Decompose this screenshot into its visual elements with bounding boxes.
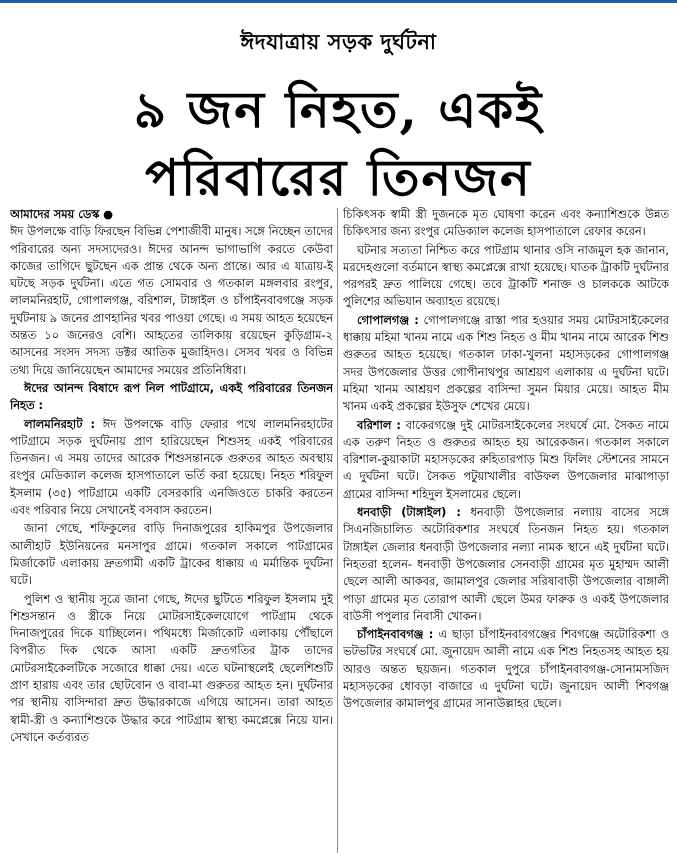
place-dhanbari: ধনবাড়ী (টাঙ্গাইল) : — [357, 505, 461, 520]
paragraph-dhanbari — [343, 504, 669, 625]
paragraph-barishal — [343, 417, 669, 503]
paragraph-text: গোপালগঞ্জে রাস্তা পার হওয়ার সময় মোটরসাইকেলের ধাক্কায় মহিমা খানম নামে এক শিশু নিহত ও মীম খানম নামে আরেক শিশু গুরুতর আহত হয়েছে। গতকাল ঢাকা-খুলনা মহাসড়কের গোপালগঞ্জ সদর উপজেলার উত্তর গোপীনাথপুর আশ্রয়ণ এলাকায় এ দুর্ঘটনা ঘটে। মহিমা খানম আশ্রয়ণ প্রকল্পের বাসিন্দা সুমন মিয়ার মেয়ে। আহত মীম খানম একই প্রকল্পের ইউসুফ শেখের মেয়ে। — [343, 312, 669, 414]
paragraph-lalmonirhat — [10, 416, 333, 520]
byline: আমাদের সময় ডেস্ক — [10, 207, 100, 221]
right-column — [343, 206, 669, 856]
place-chapainawabganj: চাঁপাইনবাবগঞ্জ : — [357, 627, 434, 642]
headline-line-1: ৯ জন নিহত, একই — [133, 80, 544, 139]
top-rule — [0, 0, 677, 3]
paragraph-chapainawabganj — [343, 626, 669, 712]
left-column — [10, 206, 333, 856]
place-barishal: বরিশাল : — [357, 417, 401, 432]
bullet-icon: ● — [103, 207, 114, 221]
paragraph-text: বাকেরগঞ্জে দুই মোটরসাইকেলের সংঘর্ষে মো. সৈকত নামে এক তরুণ নিহত ও গুরুতর আহত হয় আরেকজন। গতকাল সকালে বরিশাল-কুয়াকাটা মহাসড়কের রুহিতারপাড় মিশু ফিলিং স্টেশনের সামনে এ দুর্ঘটনা ঘটে। সৈকত পটুয়াখালীর বাউফল উপজেলার মাঝাপাড়া গ্রামের বাসিন্দা শহিদুল ইসলামের ছেলে। — [343, 417, 669, 501]
paragraph-gopalganj — [343, 312, 669, 416]
paragraph-text: এ ছাড়া চাঁপাইনবাবগঞ্জের শিবগঞ্জে অটোরিকশা ও ভটভটির সংঘর্ষে মো. জুনায়েদ আলী নামে এক শিশু নিহতসহ আহত হয় আরও অন্তত ছয়জন। গতকাল দুপুরে চাঁপাইনবাবগঞ্জ-সোনামসজিদ মহাসড়কের ধোবড়া বাজারে এ দুর্ঘটনা ঘটে। জুনায়েদ আলী শিবগঞ্জ উপজেলার কামালপুর গ্রামের সানাউল্লাহর ছেলে। — [343, 627, 669, 711]
place-lalmonirhat: লালমনিরহাট : — [24, 416, 96, 431]
paragraph-continued: চিকিৎসক স্বামী স্ত্রী দুজনকে মৃত ঘোষণা করেন এবং কন্যাশিশুকে উন্নত চিকিৎসার জন্য রংপুর মেডিক্যাল কলেজ হাসপাতালে রেফার করেন। — [343, 207, 669, 239]
column-divider — [337, 208, 338, 853]
paragraph-4: পুলিশ ও স্থানীয় সূত্রে জানা গেছে, ঈদের ছুটিতে শরিফুল ইসলাম দুই শিশুসন্তান ও স্ত্রীকে নিয়ে মোটরসাইকেলযোগে পাটগ্রাম থেকে দিনাজপুরের দিকে যাচ্ছিলেন। পথিমধ্যে মির্জাকোট এলাকায় পৌঁছালে বিপরীত দিক থেকে আসা একটি দ্রুতগতির ট্রাক তাদের মোটরসাইকেলটিকে সজোরে ধাক্কা দেয়। এতে ঘটনাস্থলেই ছেলেশিশুটি প্রাণ হারায় এবং তার ছোটবোন ও বাবা-মা গুরুতর আহত হন। দুর্ঘটনার পর স্থানীয় বাসিন্দারা দ্রুত উদ্ধারকাজে এগিয়ে আসেন। তারা আহত স্বামী-স্ত্রী ও কন্যাশিশুকে উদ্ধার করে পাটগ্রাম স্বাস্থ্য কমপ্লেক্সে নিয়ে যান। সেখানে কর্তব্যরত — [10, 591, 333, 744]
intro-text: ঈদ উপলক্ষে বাড়ি ফিরছেন বিভিন্ন পেশাজীবী মানুষ। সঙ্গে নিচ্ছেন তাদের পরিবারের অন্য সদস্যদেরও। ঈদের আনন্দ ভাগাভাগি করতে কেউবা কাজের তাগিদে ছুটছেন এক প্রান্ত থেকে অন্য প্রান্তে। আর এ যাত্রায়-ই ঘটছে সড়ক দুর্ঘটনা। এতে গত সোমবার ও গতকাল মঙ্গলবার রংপুর, লালমনিরহাট, গোপালগঞ্জ, বরিশাল, টাঙ্গাইল ও চাঁপাইনবাবগঞ্জে সড়ক দুর্ঘটনায় ৯ জনের প্রাণহানির খবর পাওয়া গেছে। এ সময় আহত হয়েছেন অন্তত ১০ জনেরও বেশি। আহতের তালিকায় রয়েছেন কুড়িগ্রাম-২ আসনের সংসদ সদস্য ডক্টর আতিক মুজাহিদও। সেসব খবর ও বিভিন্ন তথ্য দিয়ে জানিয়েছেন আমাদের সময়ের প্রতিনিধিরা। — [10, 224, 333, 377]
headline-line-2: পরিবারের তিনজন — [145, 148, 532, 207]
paragraph-text: ধনবাড়ী উপজেলার নল্যায় বাসের সঙ্গে সিএনজিচালিত অটোরিকশার সংঘর্ষে তিনজন নিহত হয়। গতকাল টাঙ্গাইল জেলার ধনবাড়ী উপজেলার নল্যা নামক স্থানে এই দুর্ঘটনা ঘটে। নিহতরা হলেন- ধনবাড়ী উপজেলার সেনবাড়ী গ্রামের মৃত মুহাম্মদ আলী ছেলে আলী আকবর, জামালপুর জেলার সরিষাবাড়ী উপজেলার বাঙ্গালী পাড়া গ্রামের মৃত তোরাপ আলী ছেলে উমর ফারুক ও একই উপজেলার বাউসী পপুলার নিবাসী খোকন। — [343, 505, 669, 623]
kicker: ঈদযাত্রায় সড়ক দুর্ঘটনা — [240, 30, 437, 54]
paragraph-oc: ঘটনার সত্যতা নিশ্চিত করে পাটগ্রাম থানার ওসি নাজমুল হক জানান, মরদেহগুলো বর্তমানে স্বাস্থ্য কমপ্লেক্সে রাখা হয়েছে। ঘাতক ট্রাকটি দুর্ঘটনার পরপরই দ্রুত পালিয়ে গেছে। তবে ট্রাকটি শনাক্ত ও চালককে আটকে পুলিশের অভিযান অব্যাহত রয়েছে। — [343, 242, 669, 309]
paragraph-text: ঈদ উপলক্ষে বাড়ি ফেরার পথে লালমনিরহাটের পাটগ্রামে সড়ক দুর্ঘটনায় প্রাণ হারিয়েছেন শিশুসহ একই পরিবারের তিনজন। এ সময় তাদের আরেক শিশুসন্তানকে গুরুতর আহত অবস্থায় রংপুর মেডিক্যাল কলেজ হাসপাতালে ভর্তি করা হয়েছে। নিহত শরিফুল ইসলাম (৩৫) পাটগ্রামে একটি বেসরকারি এনজিওতে চাকরি করতেন এবং পরিবার নিয়ে সেখানেই বসবাস করতেন। — [10, 416, 333, 518]
paragraph-3: জানা গেছে, শফিকুলের বাড়ি দিনাজপুরের হাকিমপুর উপজেলার আলীহাট ইউনিয়নের মনসাপুর গ্রামে। গতকাল সকালে পাটগ্রামের মির্জাকোট এলাকায় দ্রুতগামী একটি ট্রাকের ধাক্কায় এ মর্মান্তিক দুর্ঘটনা ঘটে। — [10, 521, 333, 588]
place-gopalganj: গোপালগঞ্জ : — [357, 312, 419, 327]
subhead: ঈদের আনন্দ বিষাদে রূপ নিল পাটগ্রামে, একই পরিবারের তিনজন নিহত : — [10, 380, 333, 413]
byline-paragraph — [10, 206, 333, 379]
